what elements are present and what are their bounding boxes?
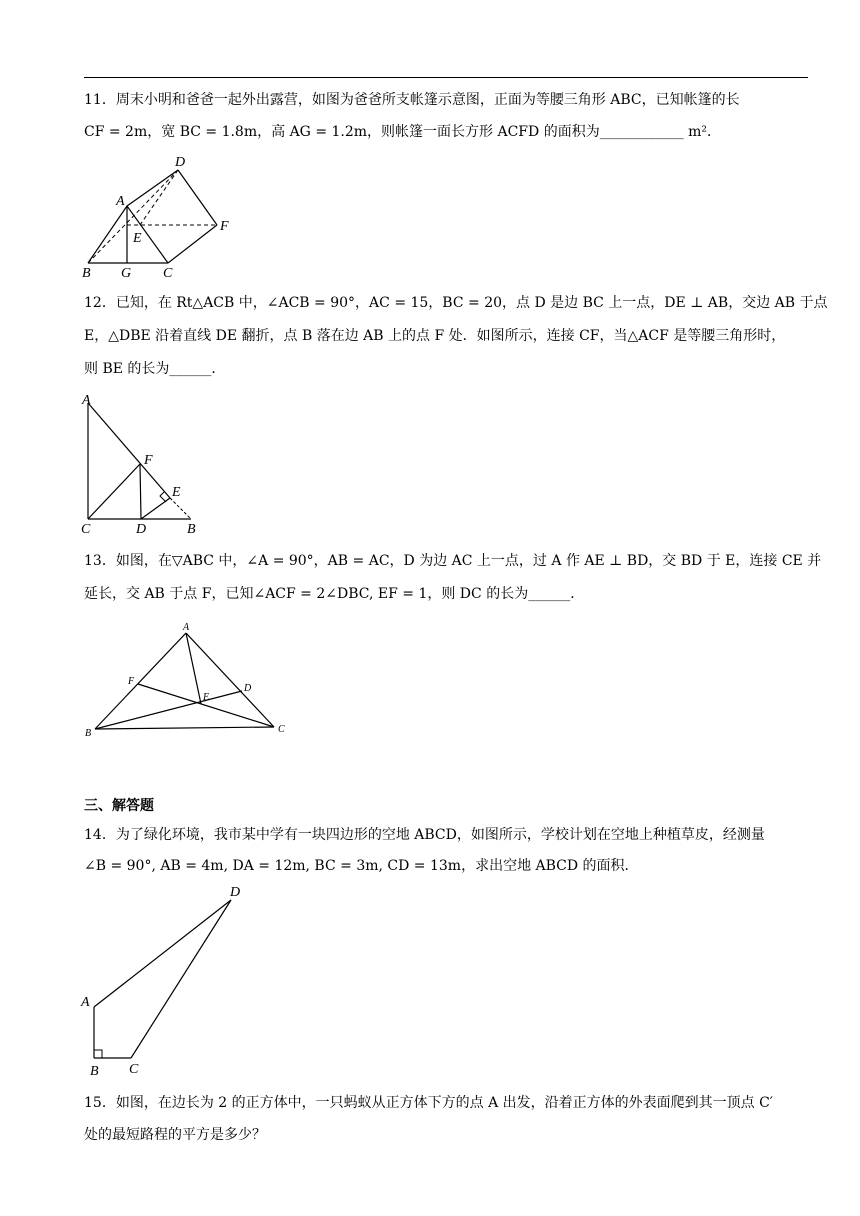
- q12-text-line2: E，△DBE 沿着直线 DE 翻折，点 B 落在边 AB 上的点 F 处．如图所示，连接 CF，当△ACF 是等腰三角形时，: [84, 328, 786, 344]
- q13-text-line1: 13．如图，在▽ABC 中，∠A = 90°，AB = AC，D 为边 AC 上一点，过 A 作 AE ⊥ BD，交 BD 于 E，连接 CE 并: [84, 553, 822, 569]
- q15-text-line1: 15．如图，在边长为 2 的正方体中，一只蚂蚁从正方体下方的点 A 出发，沿着正方体的外表面爬到其一顶点 C′: [84, 1095, 773, 1111]
- q14-text-line2: ∠B = 90°, AB = 4m, DA = 12m, BC = 3m, CD = 13m，求出空地 ABCD 的面积．: [84, 858, 639, 874]
- q14-label-D: D: [230, 885, 241, 900]
- q12-text-line3: 则 BE 的长为______．: [84, 361, 226, 377]
- q12-label-D: D: [136, 522, 147, 537]
- q11-label-B: B: [82, 266, 91, 281]
- q12-label-B: B: [187, 522, 196, 537]
- q11-label-F: F: [220, 219, 229, 234]
- q11-label-G: G: [121, 266, 132, 281]
- q15-text-line2: 处的最短路程的平方是多少？: [84, 1127, 266, 1143]
- q11-label-D: D: [175, 155, 186, 170]
- q13-text-line2: 延长，交 AB 于点 F，已知∠ACF = 2∠DBC, EF = 1，则 DC 的长为______．: [84, 586, 585, 602]
- q12-triangle-figure: [78, 388, 208, 538]
- q13-label-A: A: [183, 622, 190, 633]
- q13-label-E: E: [203, 692, 210, 703]
- q12-label-C: C: [81, 522, 91, 537]
- q14-label-C: C: [129, 1062, 139, 1077]
- q11-label-C: C: [163, 266, 173, 281]
- q12-text-line1: 12．已知，在 Rt△ACB 中，∠ACB = 90°，AC = 15，BC = 20，点 D 是边 BC 上一点，DE ⊥ AB，交边 AB 于点: [84, 295, 828, 311]
- q11-label-E: E: [133, 231, 142, 246]
- q11-text-line1: 11．周末小明和爸爸一起外出露营，如图为爸爸所支帐篷示意图，正面为等腰三角形 ABC，已知帐篷的长: [84, 92, 740, 108]
- q11-text-line2: CF = 2m，宽 BC = 1.8m，高 AG = 1.2m，则帐篷一面长方形 ACFD 的面积为____________ m²．: [84, 124, 722, 140]
- q14-label-B: B: [90, 1064, 99, 1079]
- section-title: 三、解答题: [84, 798, 154, 814]
- q14-label-A: A: [81, 995, 90, 1010]
- header-rule: [84, 77, 808, 78]
- q12-label-A: A: [82, 393, 91, 408]
- q11-tent-figure: [80, 150, 240, 280]
- q13-label-B: B: [85, 728, 92, 739]
- q11-label-A: A: [116, 194, 125, 209]
- q14-text-line1: 14．为了绿化环境，我市某中学有一块四边形的空地 ABCD，如图所示，学校计划在空地上种植草皮，经测量: [84, 827, 765, 843]
- q14-quadrilateral-figure: [78, 880, 258, 1080]
- q12-label-F: F: [144, 453, 153, 468]
- q12-label-E: E: [172, 485, 181, 500]
- q13-triangle-figure: [80, 618, 295, 743]
- q13-label-D: D: [244, 683, 252, 694]
- q13-label-F: F: [128, 676, 135, 687]
- q13-label-C: C: [278, 724, 285, 735]
